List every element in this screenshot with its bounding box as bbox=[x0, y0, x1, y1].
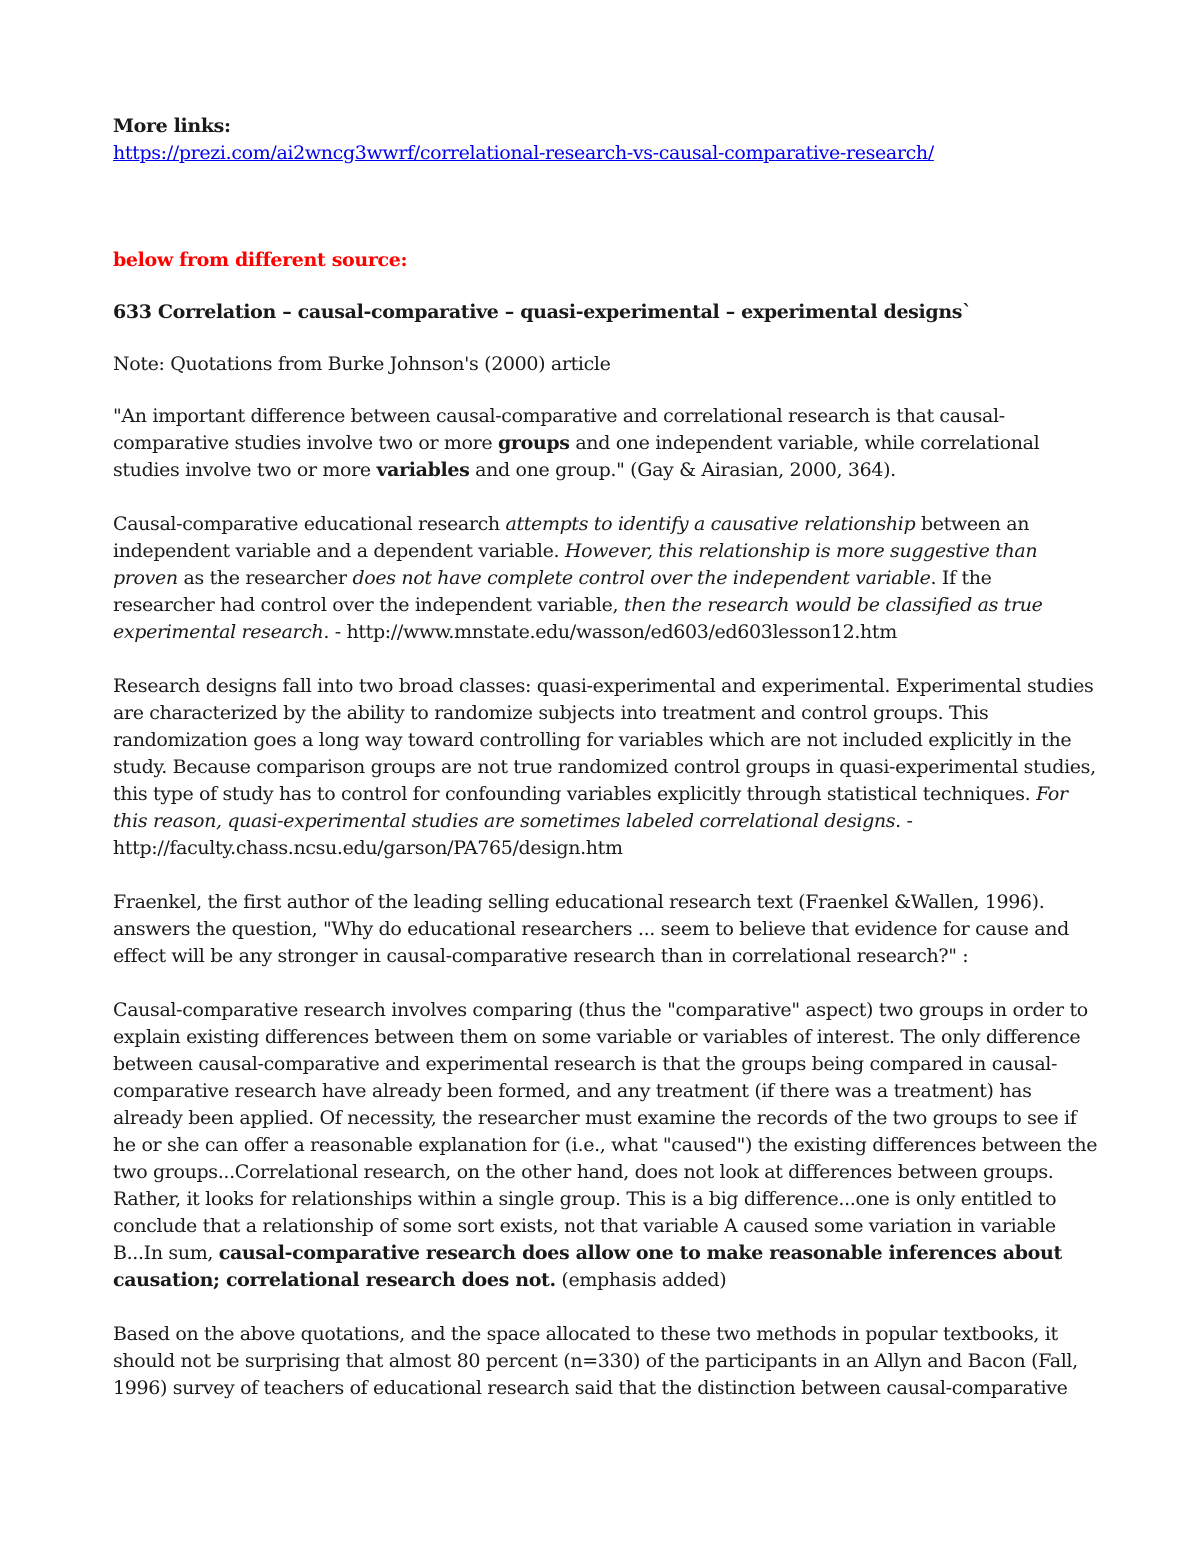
paragraph-gay-airasian: "An important difference between causal-comparative and correlational research is that causal-comparative studies involve two or more groups and one independent variable, while correlational studies involve two or more variables and one group." (Gay & Airasian, 2000, 364). bbox=[113, 405, 1040, 481]
prezi-link[interactable]: https://prezi.com/ai2wncg3wwrf/correlational-research-vs-causal-comparative-research/ bbox=[113, 142, 934, 164]
paragraph-survey: Based on the above quotations, and the space allocated to these two methods in popular textbooks, it should not be surprising that almost 80 percent (n=330) of the participants in an Allyn and Bacon (Fall, 1996) survey of teachers of educational research said that the distinction between causal-comparative bbox=[113, 1323, 1078, 1399]
section-title: 633 Correlation – causal-comparative – quasi-experimental – experimental designs` bbox=[113, 301, 972, 323]
block-quote: Causal-comparative research involves comparing (thus the "comparative" aspect) two groups in order to explain existing differences between them on some variable or variables of interest. The only difference between causal-comparative and experimental research is that the groups being compared in causal-comparative research have already been formed, and any treatment (if there was a treatment) has already been applied. Of necessity, the researcher must examine the records of the two groups to see if he or she can offer a reasonable explanation for (i.e., what "caused") the existing differences between the two groups...Correlational research, on the other hand, does not look at differences between groups. Rather, it looks for relationships within a single group. This is a big difference...one is only entitled to conclude that a relationship of some sort exists, not that variable A caused some variation in variable B...In sum, causal-comparative research does allow one to make reasonable inferences about causation; correlational research does not. (emphasis added) bbox=[113, 999, 1098, 1291]
note-line: Note: Quotations from Burke Johnson's (2000) article bbox=[113, 353, 611, 375]
document-body bbox=[113, 113, 1098, 1402]
source-heading: below from different source: bbox=[113, 249, 408, 271]
paragraph-fraenkel: Fraenkel, the first author of the leading selling educational research text (Fraenkel &Wallen, 1996). answers the question, "Why do educational researchers ... seem to believe that evidence for cause and effect will be any stronger in causal-comparative research than in correlational research?" : bbox=[113, 891, 1069, 967]
paragraph-causal-comparative: Causal-comparative educational research attempts to identify a causative relationship between an independent variable and a dependent variable. However, this relationship is more suggestive than proven as the researcher does not have complete control over the independent variable. If the researcher had control over the independent variable, then the research would be classified as true experimental research. - http://www.mnstate.edu/wasson/ed603/ed603lesson12.htm bbox=[113, 513, 1043, 643]
more-links-label: More links: bbox=[113, 115, 231, 137]
paragraph-research-designs: Research designs fall into two broad classes: quasi-experimental and experimental. Experimental studies are characterized by the ability to randomize subjects into treatment and control groups. This randomization goes a long way toward controlling for variables which are not included explicitly in the study. Because comparison groups are not true randomized control groups in quasi-experimental studies, this type of study has to control for confounding variables explicitly through statistical techniques. For this reason, quasi-experimental studies are sometimes labeled correlational designs. - http://faculty.chass.ncsu.edu/garson/PA765/design.htm bbox=[113, 675, 1096, 859]
